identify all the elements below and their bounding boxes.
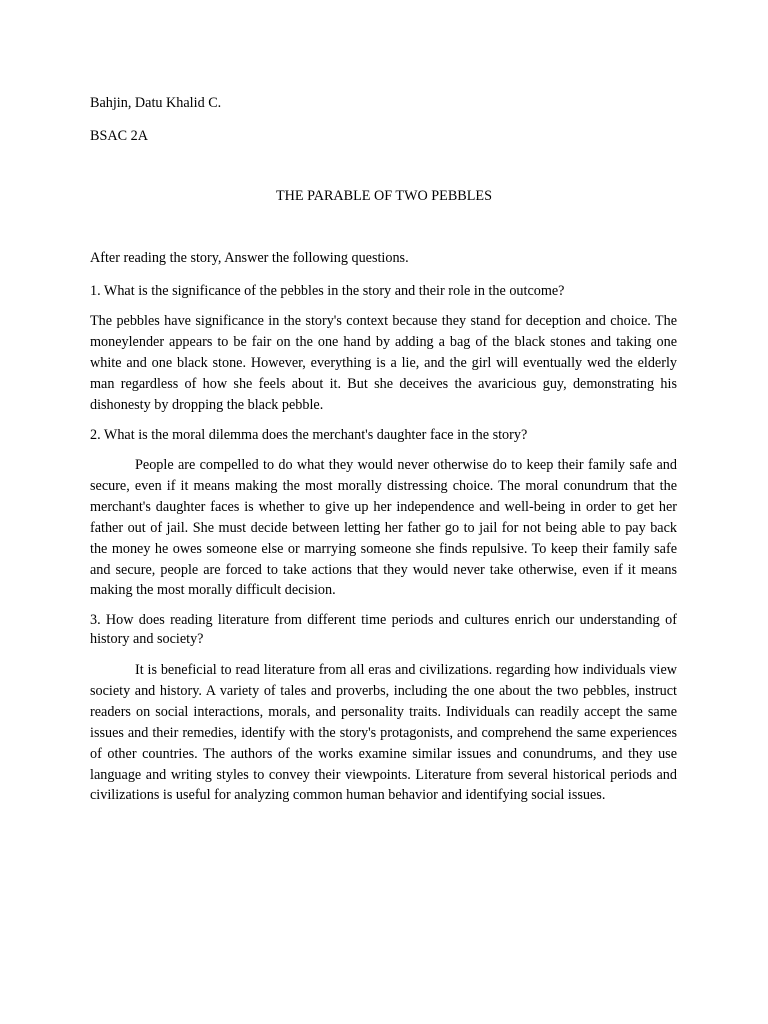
document-title: THE PARABLE OF TWO PEBBLES xyxy=(276,188,492,204)
instruction-text: After reading the story, Answer the following questions. xyxy=(90,250,409,266)
author-name: Bahjin, Datu Khalid C. xyxy=(90,95,222,111)
answer-3: It is beneficial to read literature from all eras and civilizations. regarding how individuals view society and history. A variety of tales and proverbs, including the one about the two pebbles, instruct readers on social interactions, morals, and personality traits. Individuals can readily accept the same issues and their remedies, identify with the story's protagonists, and comprehend the same experiences of other countries. The authors of the works examine similar issues and conundrums, and they use language and writing styles to convey their viewpoints. Literature from several historical periods and civilizations is useful for analyzing common human behavior and identifying social issues. xyxy=(90,662,677,804)
question-1: 1. What is the significance of the pebbles in the story and their role in the outcome? xyxy=(90,283,565,299)
class-section: BSAC 2A xyxy=(90,128,148,144)
question-2: 2. What is the moral dilemma does the merchant's daughter face in the story? xyxy=(90,427,528,443)
answer-2: People are compelled to do what they would never otherwise do to keep their family safe and secure, even if it means making the most morally distressing choice. The moral conundrum that the merchant's daughter faces is whether to give up her independence and well-being in order to get her father out of jail. She must decide between letting her father go to jail for not being able to pay back the money he owes someone else or marrying someone she finds repulsive. To keep their family safe and secure, people are forced to take actions that they would never take otherwise, even if it means making the most morally difficult decision. xyxy=(90,457,677,599)
question-3: 3. How does reading literature from different time periods and cultures enrich our understanding of history and society? xyxy=(90,612,677,647)
answer-1: The pebbles have significance in the story's context because they stand for deception and choice. The moneylender appears to be fair on the one hand by adding a bag of the black stones and taking one white and one black stone. However, everything is a lie, and the girl will eventually wed the elderly man regardless of how she feels about it. But she deceives the avaricious guy, demonstrating his dishonesty by dropping the black pebble. xyxy=(90,313,677,413)
